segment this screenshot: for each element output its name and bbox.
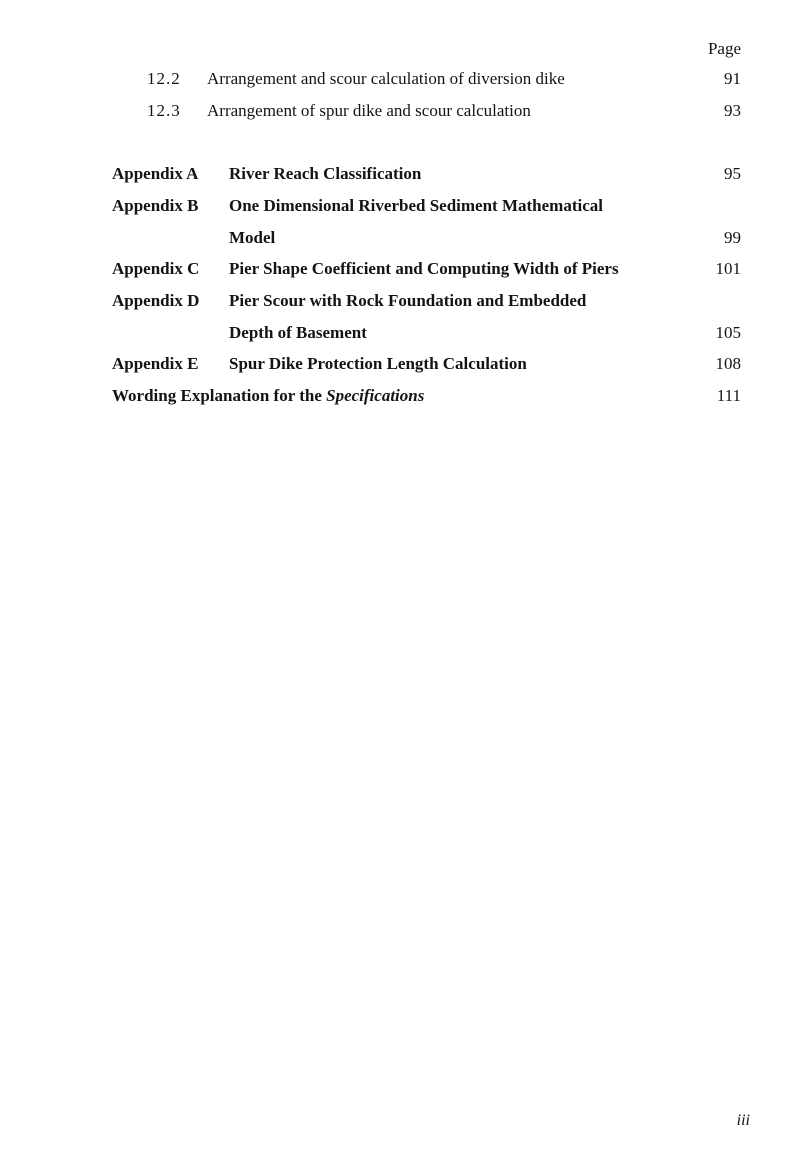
wording-prefix: Wording Explanation for the — [112, 386, 327, 405]
section-title: Arrangement of spur dike and scour calculation — [207, 101, 531, 120]
appendix-label: Appendix B — [112, 196, 199, 215]
page-number: 105 — [715, 323, 741, 342]
section-number: 12.2 — [147, 69, 181, 88]
appendix-title-continued: Model — [229, 228, 276, 247]
page-number: 99 — [724, 228, 741, 247]
page-number: 101 — [715, 259, 741, 278]
page-number: 108 — [715, 354, 741, 373]
toc-entry-appendix-b-continued — [0, 225, 790, 253]
appendix-title: Spur Dike Protection Length Calculation — [229, 354, 527, 373]
page-column-header: Page — [707, 39, 741, 58]
toc-entry-12-2 — [0, 66, 790, 94]
toc-entry-appendix-c — [0, 256, 790, 284]
section-title: Arrangement and scour calculation of diversion dike — [207, 69, 565, 88]
page-folio: iii — [736, 1112, 750, 1129]
appendix-label: Appendix E — [112, 354, 199, 373]
page-number: 95 — [724, 164, 741, 183]
page-number: 93 — [724, 101, 741, 120]
toc-entry-12-3 — [0, 98, 790, 126]
section-number: 12.3 — [147, 101, 181, 120]
appendix-title: Pier Scour with Rock Foundation and Embedded — [229, 291, 587, 310]
appendix-title: One Dimensional Riverbed Sediment Mathematical — [229, 196, 603, 215]
wording-explanation-title — [112, 386, 424, 406]
toc-entry-wording-explanation — [0, 383, 790, 411]
appendix-label: Appendix C — [112, 259, 200, 278]
appendix-label: Appendix D — [112, 291, 200, 310]
wording-italic: Specifications — [326, 386, 425, 405]
appendix-title: River Reach Classification — [229, 164, 422, 183]
toc-entry-appendix-e — [0, 351, 790, 379]
appendix-title-continued: Depth of Basement — [229, 323, 367, 342]
toc-entry-appendix-d — [0, 288, 790, 316]
toc-entry-appendix-a — [0, 161, 790, 189]
appendix-title: Pier Shape Coefficient and Computing Width of Piers — [229, 259, 619, 278]
page-number: 91 — [724, 69, 741, 88]
page-number: 111 — [716, 386, 741, 405]
toc-entry-appendix-b — [0, 193, 790, 221]
appendix-label: Appendix A — [112, 164, 199, 183]
toc-entry-appendix-d-continued — [0, 320, 790, 348]
